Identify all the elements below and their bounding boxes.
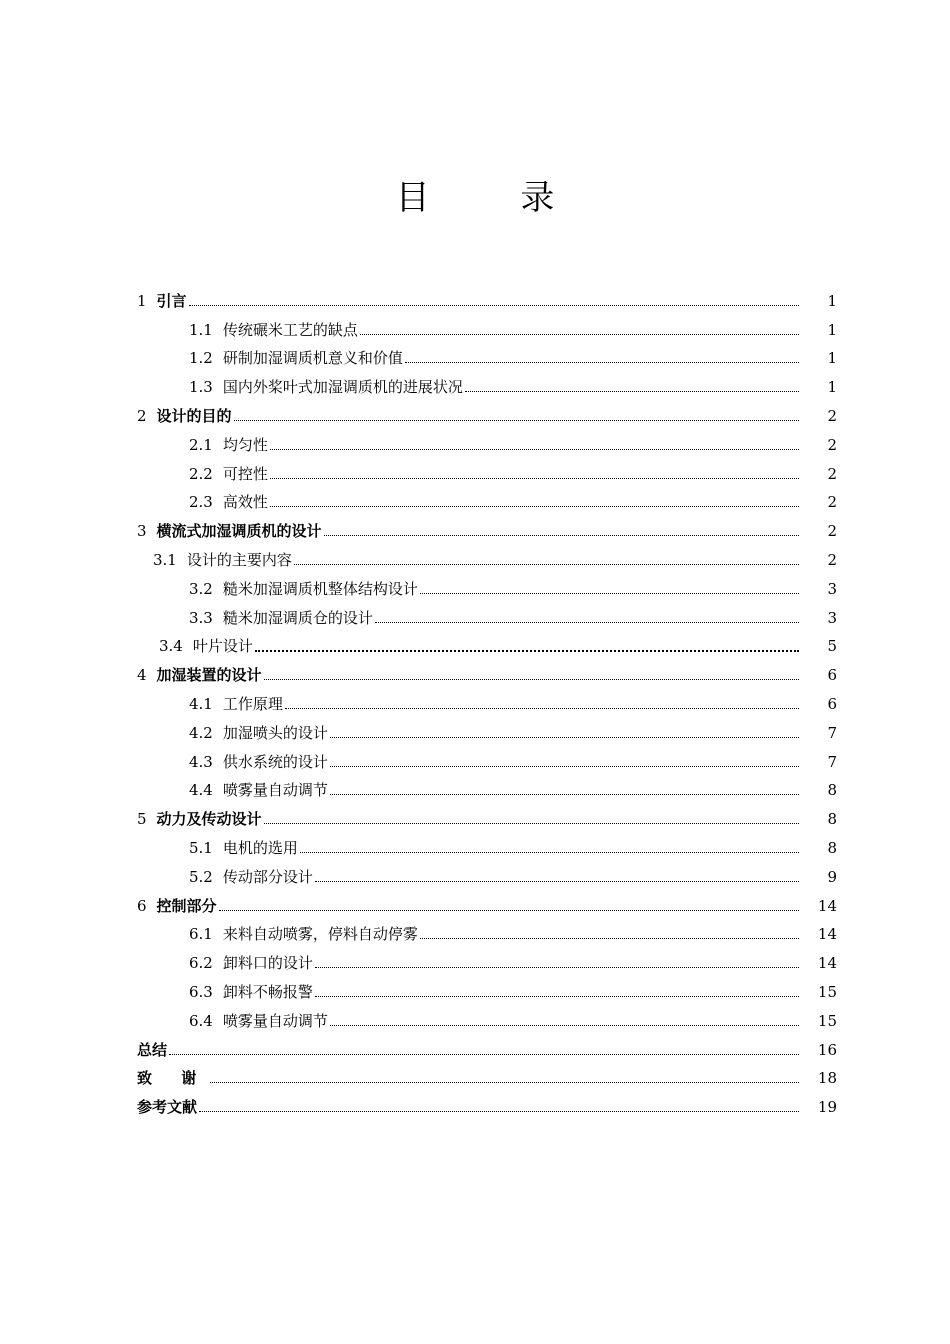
toc-entry-number: 6.3	[189, 982, 213, 1001]
toc-entry[interactable]	[137, 742, 837, 771]
toc-dot-leader	[270, 477, 799, 479]
toc-entry-page-number: 2	[827, 406, 837, 425]
toc-dot-leader	[330, 1024, 799, 1026]
toc-entry-title: 设计的主要内容	[186, 550, 292, 569]
toc-entry-title: 横流式加湿调质机的设计	[156, 522, 322, 541]
toc-entry[interactable]	[137, 540, 837, 569]
toc-entry-page-number: 1	[827, 291, 837, 310]
toc-entry-title: 可控性	[222, 464, 268, 483]
toc-entry-page-number: 2	[827, 550, 837, 569]
toc-entry-title: 控制部分	[156, 896, 217, 915]
toc-entry-title: 加湿喷头的设计	[222, 723, 328, 742]
toc-entry-title: 叶片设计	[192, 637, 253, 656]
toc-dot-leader	[360, 333, 799, 335]
toc-dot-leader	[255, 649, 799, 652]
toc-entry-number: 3.2	[189, 579, 213, 598]
toc-entry-title: 卸料不畅报警	[222, 982, 313, 1001]
toc-entry-page-number: 19	[817, 1098, 837, 1117]
toc-dot-leader	[270, 505, 799, 507]
toc-entry-number: 3.4	[159, 637, 183, 656]
toc-entry-page-number: 8	[827, 810, 837, 829]
toc-dot-leader	[315, 880, 799, 882]
toc-entry[interactable]	[137, 339, 837, 368]
toc-entry[interactable]	[137, 915, 837, 944]
toc-dot-leader	[264, 822, 799, 824]
toc-entry[interactable]	[137, 771, 837, 800]
toc-dot-leader	[199, 1110, 799, 1112]
toc-entry-number: 6.4	[189, 1011, 213, 1030]
toc-entry[interactable]	[137, 598, 837, 627]
toc-entry[interactable]	[137, 483, 837, 512]
toc-dot-leader	[169, 1053, 799, 1055]
toc-entry[interactable]	[137, 281, 837, 310]
toc-entry-title: 传动部分设计	[222, 867, 313, 886]
toc-entry-number: 4.3	[189, 752, 213, 771]
toc-entry-page-number: 9	[827, 867, 837, 886]
toc-entry-title: 引言	[156, 291, 187, 310]
toc-entry-page-number: 7	[827, 723, 837, 742]
toc-entry-number: 2.3	[189, 493, 213, 512]
toc-dot-leader	[219, 909, 799, 911]
toc-entry[interactable]	[137, 943, 837, 972]
toc-entry-page-number: 1	[827, 349, 837, 368]
toc-dot-leader	[315, 995, 799, 997]
toc-entry-page-number: 15	[817, 1011, 837, 1030]
toc-dot-leader	[285, 707, 799, 709]
toc-entry-number: 4.1	[189, 694, 213, 713]
toc-entry-number: 3	[137, 522, 147, 541]
toc-entry-number: 2.1	[189, 435, 213, 454]
toc-entry-title: 传统碾米工艺的缺点	[222, 320, 358, 339]
toc-entry-page-number: 2	[827, 522, 837, 541]
toc-dot-leader	[210, 1081, 799, 1083]
toc-entry-number: 1.2	[189, 349, 213, 368]
toc-dot-leader	[330, 765, 799, 767]
toc-entry-title: 研制加湿调质机意义和价值	[222, 349, 403, 368]
toc-entry-title: 总结	[137, 1040, 168, 1059]
toc-entry[interactable]	[137, 569, 837, 598]
toc-entry-number: 2	[137, 406, 147, 425]
toc-entry-number: 6.2	[189, 954, 213, 973]
toc-entry-page-number: 1	[827, 320, 837, 339]
toc-entry-number: 1.1	[189, 320, 213, 339]
toc-entry-title: 糙米加湿调质机整体结构设计	[222, 579, 418, 598]
toc-entry-page-number: 1	[827, 378, 837, 397]
toc-dot-leader	[264, 678, 799, 680]
toc-dot-leader	[330, 736, 799, 738]
toc-entry-number: 5.2	[189, 867, 213, 886]
toc-entry[interactable]	[137, 886, 837, 915]
toc-entry[interactable]	[137, 655, 837, 684]
toc-dot-leader	[324, 534, 799, 536]
toc-dot-leader	[465, 390, 799, 392]
toc-dot-leader	[375, 621, 799, 623]
toc-dot-leader	[420, 937, 799, 939]
toc-entry-page-number: 16	[817, 1040, 837, 1059]
toc-entry-number: 2.2	[189, 464, 213, 483]
toc-entry[interactable]	[137, 1059, 837, 1088]
toc-entry-number: 1	[137, 291, 147, 310]
toc-entry[interactable]	[137, 1087, 837, 1116]
toc-entry-number: 1.3	[189, 378, 213, 397]
toc-entry-number: 6	[137, 896, 147, 915]
toc-entry-page-number: 7	[827, 752, 837, 771]
toc-entry-page-number: 6	[827, 694, 837, 713]
toc-entry-number: 3.3	[189, 608, 213, 627]
toc-entry[interactable]	[137, 454, 837, 483]
page-title: 目 录	[395, 178, 595, 218]
table-of-contents	[137, 281, 837, 1116]
toc-entry-title: 电机的选用	[222, 838, 298, 857]
toc-entry-title: 喷雾量自动调节	[222, 1011, 328, 1030]
toc-entry-title: 高效性	[222, 493, 268, 512]
toc-dot-leader	[189, 304, 799, 306]
toc-entry-page-number: 14	[817, 925, 837, 944]
toc-dot-leader	[234, 419, 799, 421]
toc-entry-page-number: 2	[827, 493, 837, 512]
toc-entry-page-number: 8	[827, 838, 837, 857]
toc-entry-title: 国内外桨叶式加湿调质机的进展状况	[222, 378, 463, 397]
toc-entry-title: 喷雾量自动调节	[222, 781, 328, 800]
toc-dot-leader	[294, 563, 799, 565]
toc-entry-page-number: 3	[827, 579, 837, 598]
toc-entry-title: 工作原理	[222, 694, 283, 713]
toc-dot-leader	[315, 966, 799, 968]
toc-entry[interactable]	[137, 396, 837, 425]
toc-entry-page-number: 2	[827, 464, 837, 483]
toc-entry-title: 加湿装置的设计	[156, 666, 262, 685]
toc-entry-page-number: 18	[817, 1069, 837, 1088]
toc-entry[interactable]	[137, 713, 837, 742]
toc-dot-leader	[300, 851, 799, 853]
toc-entry[interactable]	[137, 1030, 837, 1059]
toc-entry[interactable]	[137, 511, 837, 540]
toc-entry[interactable]	[137, 972, 837, 1001]
toc-entry[interactable]	[137, 1001, 837, 1030]
toc-dot-leader	[330, 793, 799, 795]
toc-dot-leader	[420, 592, 799, 594]
toc-entry-title: 致 谢	[137, 1069, 209, 1088]
toc-entry-title: 来料自动喷雾，停料自动停雾	[222, 925, 418, 944]
toc-dot-leader	[405, 361, 799, 363]
toc-entry-page-number: 8	[827, 781, 837, 800]
toc-entry-page-number: 6	[827, 666, 837, 685]
toc-entry-title: 动力及传动设计	[156, 810, 262, 829]
toc-entry-page-number: 15	[817, 982, 837, 1001]
toc-entry-number: 3.1	[153, 550, 177, 569]
toc-entry[interactable]	[137, 367, 837, 396]
toc-entry-title: 参考文献	[137, 1098, 198, 1117]
toc-dot-leader	[270, 448, 799, 450]
toc-entry-page-number: 2	[827, 435, 837, 454]
toc-entry[interactable]	[137, 425, 837, 454]
toc-entry[interactable]	[137, 684, 837, 713]
toc-entry-number: 4	[137, 666, 147, 685]
toc-entry-page-number: 14	[817, 896, 837, 915]
toc-entry[interactable]	[137, 627, 837, 656]
toc-entry-number: 5.1	[189, 838, 213, 857]
toc-entry-title: 糙米加湿调质仓的设计	[222, 608, 373, 627]
toc-entry-title: 设计的目的	[156, 406, 232, 425]
toc-entry[interactable]	[137, 857, 837, 886]
toc-entry-title: 卸料口的设计	[222, 954, 313, 973]
toc-entry-page-number: 5	[827, 637, 837, 656]
toc-entry-title: 供水系统的设计	[222, 752, 328, 771]
toc-entry-page-number: 14	[817, 954, 837, 973]
toc-entry[interactable]	[137, 799, 837, 828]
toc-entry-page-number: 3	[827, 608, 837, 627]
toc-entry-number: 4.2	[189, 723, 213, 742]
toc-entry[interactable]	[137, 828, 837, 857]
toc-entry-number: 6.1	[189, 925, 213, 944]
toc-entry-title: 均匀性	[222, 435, 268, 454]
toc-entry-number: 5	[137, 810, 147, 829]
toc-entry-number: 4.4	[189, 781, 213, 800]
toc-entry[interactable]	[137, 310, 837, 339]
